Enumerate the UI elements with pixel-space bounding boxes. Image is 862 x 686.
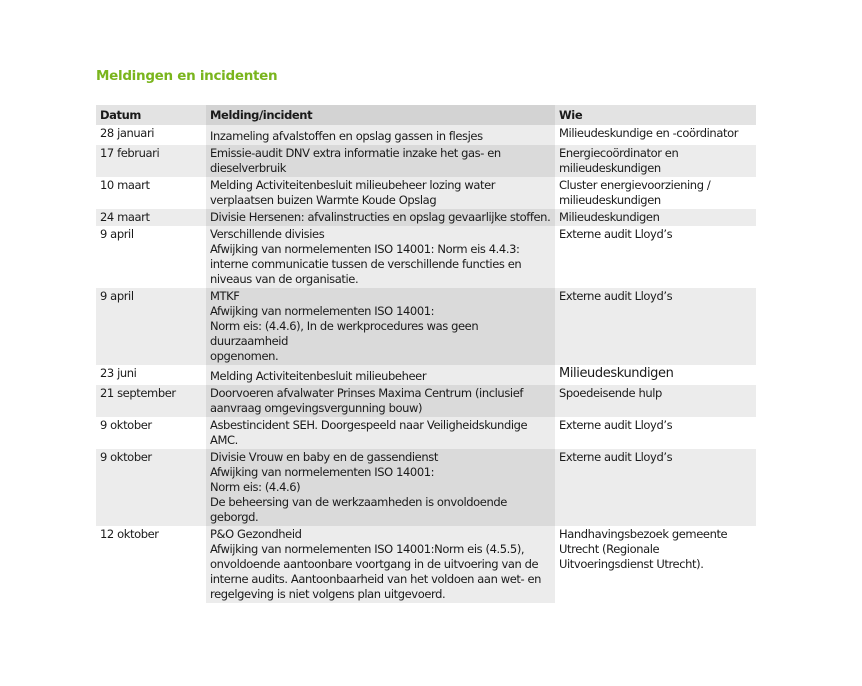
cell-wie: Externe audit Lloyd’s [555, 288, 756, 365]
table-row [96, 209, 756, 226]
cell-melding: Inzameling afvalstoffen en opslag gassen in flesjes [206, 125, 555, 145]
table-row [96, 226, 756, 288]
cell-datum: 17 februari [96, 145, 206, 177]
header-datum: Datum [96, 105, 206, 125]
cell-wie: Spoedeisende hulp [555, 385, 756, 417]
cell-melding: P&O Gezondheid Afwijking van normelementen ISO 14001:Norm eis (4.5.5), onvoldoende aantoonbare voortgang in de uitvoering van de interne audits. Aantoonbaarheid van het voldoen aan wet- en regelgeving is niet volgens plan uitgevoerd. [206, 526, 555, 603]
cell-melding: Doorvoeren afvalwater Prinses Maxima Centrum (inclusief aanvraag omgevingsvergunning bouw) [206, 385, 555, 417]
table-row [96, 449, 756, 526]
table-row [96, 177, 756, 209]
cell-melding: Melding Activiteitenbesluit milieubeheer [206, 365, 555, 385]
cell-melding: Melding Activiteitenbesluit milieubeheer lozing water verplaatsen buizen Warmte Koude Opslag [206, 177, 555, 209]
cell-wie: Handhavingsbezoek gemeente Utrecht (Regionale Uitvoeringsdienst Utrecht). [555, 526, 756, 603]
cell-datum: 21 september [96, 385, 206, 417]
header-melding: Melding/incident [206, 105, 555, 125]
cell-wie: Milieudeskundige en -coördinator [555, 125, 756, 145]
table-row [96, 385, 756, 417]
cell-datum: 9 oktober [96, 449, 206, 526]
section-title: Meldingen en incidenten [96, 68, 278, 84]
cell-wie: Externe audit Lloyd’s [555, 226, 756, 288]
cell-datum: 9 april [96, 288, 206, 365]
cell-melding: Emissie-audit DNV extra informatie inzake het gas- en dieselverbruik [206, 145, 555, 177]
table-row [96, 288, 756, 365]
cell-melding: Asbestincident SEH. Doorgespeeld naar Veiligheidskundige AMC. [206, 417, 555, 449]
table-row [96, 145, 756, 177]
cell-datum: 9 oktober [96, 417, 206, 449]
incidents-table [96, 105, 756, 603]
cell-wie: Milieudeskundigen [555, 209, 756, 226]
cell-wie: Cluster energievoorziening / milieudeskundigen [555, 177, 756, 209]
cell-datum: 24 maart [96, 209, 206, 226]
cell-melding: Verschillende divisies Afwijking van normelementen ISO 14001: Norm eis 4.4.3: interne communicatie tussen de verschillende functies en niveaus van de organisatie. [206, 226, 555, 288]
cell-datum: 23 juni [96, 365, 206, 385]
cell-melding: MTKF Afwijking van normelementen ISO 14001: Norm eis: (4.4.6), In de werkprocedures was geen duurzaamheid opgenomen. [206, 288, 555, 365]
cell-datum: 28 januari [96, 125, 206, 145]
table-row [96, 417, 756, 449]
cell-wie: Externe audit Lloyd’s [555, 417, 756, 449]
table-row [96, 526, 756, 603]
table-row [96, 365, 756, 385]
header-wie: Wie [555, 105, 756, 125]
cell-melding: Divisie Vrouw en baby en de gassendienst Afwijking van normelementen ISO 14001: Norm eis: (4.4.6) De beheersing van de werkzaamheden is onvoldoende geborgd. [206, 449, 555, 526]
table-header-row [96, 105, 756, 125]
cell-wie: Milieudeskundigen [555, 365, 756, 385]
cell-wie: Externe audit Lloyd’s [555, 449, 756, 526]
cell-wie: Energiecoördinator en milieudeskundigen [555, 145, 756, 177]
cell-datum: 10 maart [96, 177, 206, 209]
cell-datum: 9 april [96, 226, 206, 288]
cell-datum: 12 oktober [96, 526, 206, 603]
table-row [96, 125, 756, 145]
cell-melding: Divisie Hersenen: afvalinstructies en opslag gevaarlijke stoffen. [206, 209, 555, 226]
